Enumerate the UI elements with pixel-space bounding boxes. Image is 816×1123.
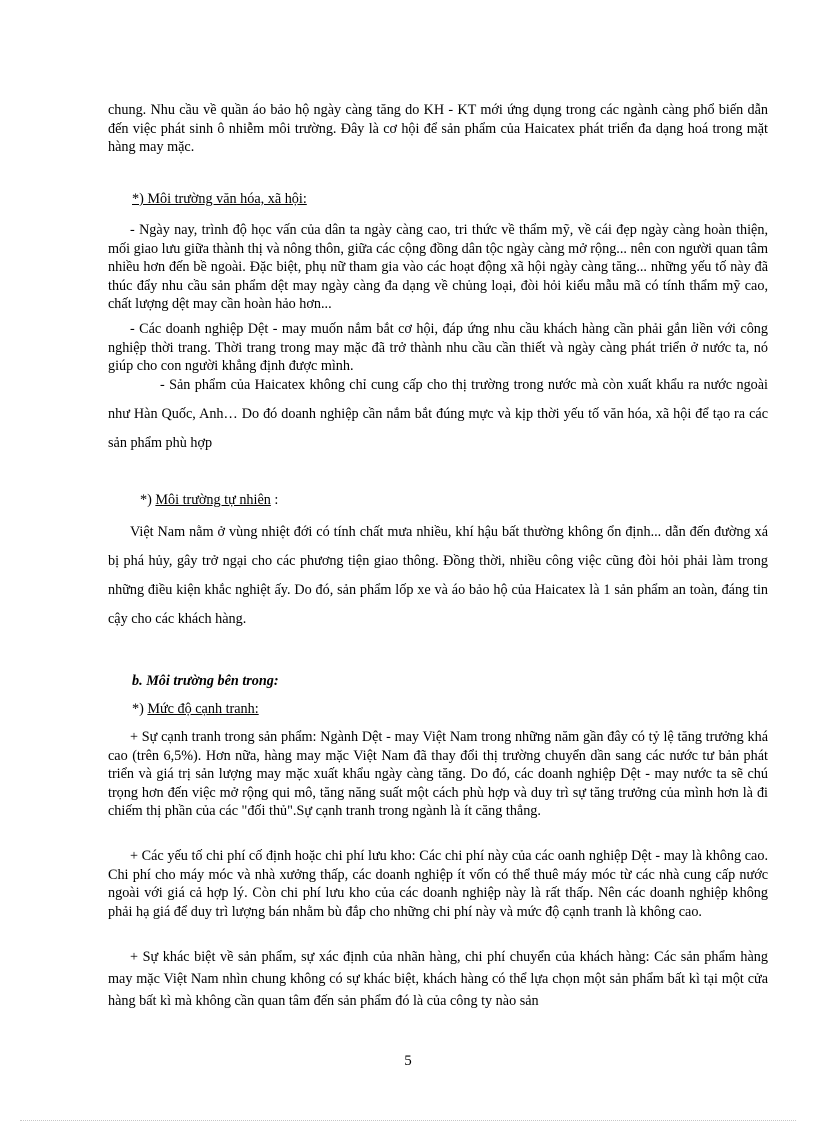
heading-internal-environment: b. Môi trường bên trong: (132, 673, 279, 689)
heading-competition-prefix: *) (132, 701, 148, 717)
paragraph-intro: chung. Nhu cầu về quần áo bảo hộ ngày càng tăng do KH - KT mới ứng dụng trong các ngành càng phổ biến dẫn đến việc phát sinh ô nhiễm môi trường. Đây là cơ hội để sản phẩm của Haicatex phát triển đa dạng hoá trong mặt hàng may mặc. (108, 102, 768, 155)
paragraph-cultural-3: - Sản phẩm của Haicatex không chỉ cung cấp cho thị trường trong nước mà còn xuất khẩu ra nước ngoài như Hàn Quốc, Anh… Do đó doanh nghiệp cần nắm bắt đúng mực và kịp thời yếu tố văn hóa, xã hội để tạo ra các sản phẩm phù hợp (108, 377, 768, 451)
heading-cultural-text: *) Môi trường văn hóa, xã hội: (132, 191, 307, 207)
heading-natural-prefix: *) (140, 492, 156, 508)
heading-competition-text: Mức độ cạnh tranh: (147, 701, 259, 717)
heading-natural-text: Môi trường tự nhiên (155, 492, 271, 508)
heading-competition-level (132, 701, 259, 718)
paragraph-cultural-1: - Ngày nay, trình độ học vấn của dân ta ngày càng cao, tri thức về thẩm mỹ, về cái đẹp ngày càng hoàn thiện, mối giao lưu giữa thành thị và nông thôn, giữa các cộng đồng dân tộc ngày càng mở rộng... nên con người quan tâm nhiều hơn đến bề ngoài. Đặc biệt, phụ nữ tham gia vào các hoạt động xã hội ngày càng tăng... những yếu tố này đã thúc đẩy nhu cầu sản phẩm dệt may ngày càng đa dạng về chủng loại, đòi hỏi kiểu mẫu mã có tính thẩm mỹ cao, chất lượng dệt may cần hoàn hảo hơn... (108, 222, 768, 312)
paragraph-competition-3: + Sự khác biệt về sản phẩm, sự xác định của nhãn hàng, chi phí chuyển của khách hàng: Các sản phẩm hàng may mặc Việt Nam nhìn chung không có sự khác biệt, khách hàng có thể lựa chọn một sản phẩm bất kì tại một cửa hàng bất kì mà không cần quan tâm đến sản phẩm đó là của công ty nào sản (108, 949, 768, 1009)
paragraph-cultural-2: - Các doanh nghiệp Dệt - may muốn nắm bắt cơ hội, đáp ứng nhu cầu khách hàng cần phải gắn liền với công nghiệp thời trang. Thời trang trong may mặc đã trở thành nhu cầu cần thiết và ngày càng phát triển ở nước ta, nó giúp cho con người khẳng định được mình. (108, 321, 768, 374)
page-number: 5 (404, 1053, 412, 1069)
heading-natural-suffix: : (270, 492, 279, 508)
heading-cultural-environment (132, 191, 307, 208)
paragraph-competition-1: + Sự cạnh tranh trong sản phẩm: Ngành Dệt - may Việt Nam trong những năm gần đây có tỷ lệ tăng trưởng khá cao (trên 6,5%). Hơn nữa, hàng may mặc Việt Nam đã thay đổi thị trường chuyển dần sang các nước tư bản phát triển và giá trị sản lượng may mặc xuất khẩu ngày càng tăng. Do đó, các doanh nghiệp Dệt - may nước ta sẽ chú trọng hơn đến việc mở rộng qui mô, tăng năng suất một cách phù hợp và duy trì sự tăng trưởng của mình hơn là đi chiếm thị phần của các "đối thủ".Sự cạnh tranh trong ngành là ít căng thẳng. (108, 729, 768, 819)
paragraph-natural: Việt Nam nằm ở vùng nhiệt đới có tính chất mưa nhiều, khí hậu bất thường không ổn định... dẫn đến đường xá bị phá hủy, gây trở ngại cho các phương tiện giao thông. Đồng thời, nhiều công việc cũng đòi hỏi phải làm trong những điều kiện khắc nghiệt ấy. Do đó, sản phẩm lốp xe và áo bảo hộ của Haicatex là 1 sản phẩm an toàn, đáng tin cậy cho các khách hàng. (108, 524, 768, 627)
page-bottom-divider (20, 1120, 796, 1121)
heading-natural-environment (140, 492, 278, 509)
paragraph-competition-2: + Các yếu tố chi phí cố định hoặc chi phí lưu kho: Các chi phí này của các oanh nghiệp Dệt - may là không cao. Chi phí cho máy móc và nhà xưởng thấp, các doanh nghiệp ít vốn có thể thuê máy móc từ các nhà cung cấp nước ngoài với giá cả hợp lý. Còn chi phí lưu kho của các doanh nghiệp này là rất thấp. Nên các doanh nghiệp không phải hạ giá để duy trì lượng bán nhằm bù đắp cho những chi phí này và mức độ cạnh tranh là không cao. (108, 848, 768, 920)
